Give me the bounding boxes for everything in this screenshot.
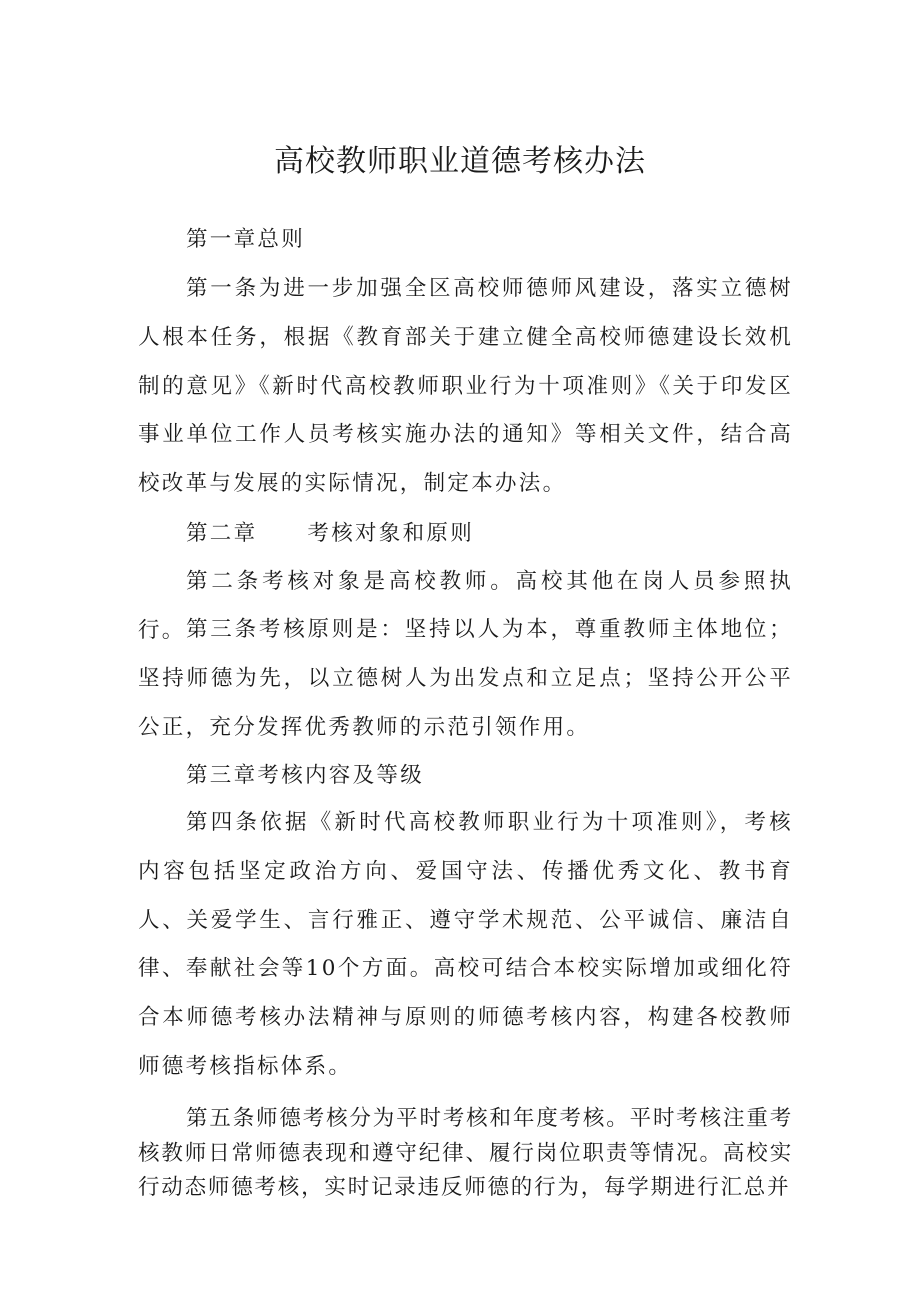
chapter-1-heading: 第一章总则 — [186, 227, 306, 252]
chapter-2-number: 第二章 — [186, 521, 258, 546]
article-4: 第四条依据《新时代高校教师职业行为十项准则》，考核内容包括坚定政治方向、爱国守法、传播优秀文化、教书育人、关爱学生、言行雅正、遵守学术规范、公平诚信、廉洁自律、奉献社会等10个方面。高校可结合本校实际增加或细化符合本师德考核办法精神与原则的师德考核内容，构建各校教师师德考核指标体系。 — [138, 810, 793, 1079]
article-5: 第五条师德考核分为平时考核和年度考核。平时考核注重考核教师日常师德表现和遵守纪律、履行岗位职责等情况。高校实行动态师德考核，实时记录违反师德的行为，每学期进行汇总并 — [138, 1106, 793, 1200]
chapter-3-heading: 第三章考核内容及等级 — [186, 763, 425, 788]
article-1: 第一条为进一步加强全区高校师德师风建设，落实立德树人根本任务，根据《教育部关于建立健全高校师德建设长效机制的意见》《新时代高校教师职业行为十项准则》《关于印发区事业单位工作人员考核实施办法的通知》等相关文件，结合高校改革与发展的实际情况，制定本办法。 — [138, 276, 793, 497]
chapter-2-heading — [138, 510, 793, 559]
article-3: 第三条考核原则是：坚持以人为本，尊重教师主体地位；坚持师德为先，以立德树人为出发点和立足点；坚持公开公平公正，充分发挥优秀教师的示范引领作用。 — [138, 617, 793, 740]
document-title: 高校教师职业道德考核办法 — [274, 144, 646, 179]
article-2: 第二条考核对象是高校教师。高校其他在岗人员参照执行。 — [138, 569, 793, 643]
chapter-2-title: 考核对象和原则 — [307, 521, 475, 546]
